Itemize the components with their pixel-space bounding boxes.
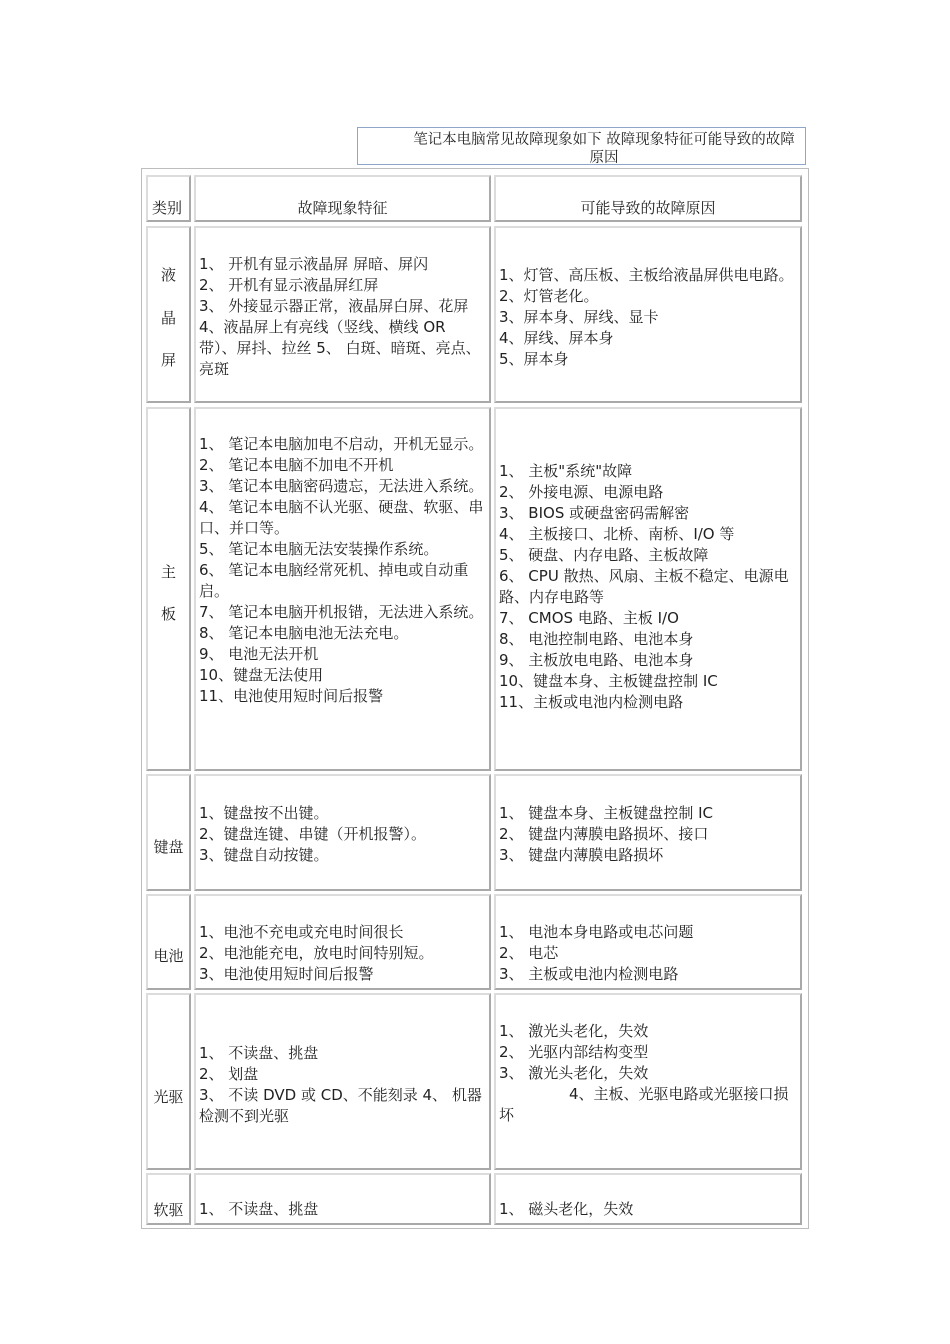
symptom-item: 3、键盘自动按键。	[199, 846, 329, 864]
cause-item: 4、屏线、屏本身	[499, 329, 614, 347]
cause-item: 1、 激光头老化，失效	[499, 1022, 649, 1040]
cause-list	[499, 461, 797, 713]
symptom-list	[199, 922, 486, 985]
title-box	[357, 127, 806, 165]
cause-item: 4、 主板接口、北桥、南桥、I/O 等	[499, 525, 735, 543]
category-label: 电池	[153, 947, 184, 965]
symptom-list	[199, 1199, 486, 1220]
cause-list	[499, 922, 797, 985]
symptom-item: 4、 笔记本电脑不认光驱、硬盘、软驱、串口、并口等。	[199, 498, 484, 537]
cause-item: 7、 CMOS 电路、主板 I/O	[499, 609, 679, 627]
symptom-item: 9、 电池无法开机	[199, 645, 319, 663]
cause-list	[499, 265, 797, 370]
symptom-cell-mainboard	[194, 407, 491, 771]
symptom-item: 11、电池使用短时间后报警	[199, 687, 384, 705]
symptom-item: 1、键盘按不出键。	[199, 804, 329, 822]
category-cell-lcd	[146, 226, 191, 403]
symptom-list	[199, 434, 486, 707]
cause-cell-battery	[494, 894, 802, 990]
cause-cell-floppy-drive	[494, 1173, 802, 1225]
category-char: 主	[160, 563, 176, 581]
symptom-item: 3、 外接显示器正常，液晶屏白屏、花屏	[199, 297, 469, 315]
symptom-item: 6、 笔记本电脑经常死机、掉电或自动重启。	[199, 561, 469, 600]
cause-item: 1、 电池本身电路或电芯问题	[499, 923, 694, 941]
cause-item: 3、屏本身、屏线、显卡	[499, 308, 659, 326]
cause-list	[499, 1021, 797, 1126]
cause-item: 3、 键盘内薄膜电路损坏	[499, 846, 664, 864]
cause-item: 3、 激光头老化，失效	[499, 1064, 649, 1082]
symptom-item: 10、键盘无法使用	[199, 666, 324, 684]
cause-item: 11、主板或电池内检测电路	[499, 693, 684, 711]
symptom-item: 2、 划盘	[199, 1065, 259, 1083]
category-char: 板	[160, 605, 176, 623]
category-cell-keyboard	[146, 774, 191, 891]
category-cell-mainboard	[146, 407, 191, 771]
symptom-item: 7、 笔记本电脑开机报错，无法进入系统。	[199, 603, 484, 621]
cause-item: 1、 主板"系统"故障	[499, 462, 633, 480]
header-cause: 可能导致的故障原因	[580, 199, 716, 217]
header-symptom-cell	[194, 175, 491, 222]
symptom-item: 1、 不读盘、挑盘	[199, 1044, 319, 1062]
category-cell-battery	[146, 894, 191, 990]
cause-item: 6、 CPU 散热、风扇、主板不稳定、电源电路、内存电路等	[499, 567, 789, 606]
symptom-item: 3、 笔记本电脑密码遗忘，无法进入系统。	[199, 477, 484, 495]
header-cause-cell	[494, 175, 802, 222]
cause-item: 3、 BIOS 或硬盘密码需解密	[499, 504, 690, 522]
category-char: 液	[160, 266, 176, 284]
symptom-item: 5、 笔记本电脑无法安装操作系统。	[199, 540, 439, 558]
symptom-item: 2、电池能充电，放电时间特别短。	[199, 944, 434, 962]
cause-cell-lcd	[494, 226, 802, 403]
cause-item: 2、灯管老化。	[499, 287, 599, 305]
cause-cell-keyboard	[494, 774, 802, 891]
symptom-item: 8、 笔记本电脑电池无法充电。	[199, 624, 409, 642]
cause-item: 9、 主板放电电路、电池本身	[499, 651, 694, 669]
symptom-item: 4、液晶屏上有亮线（竖线、横线 OR 带）、屏抖、拉丝 5、 白斑、暗斑、亮点、亮斑	[199, 318, 481, 378]
cause-item: 8、 电池控制电路、电池本身	[499, 630, 694, 648]
symptom-cell-keyboard	[194, 774, 491, 891]
symptom-cell-battery	[194, 894, 491, 990]
page-title: 笔记本电脑常见故障现象如下 故障现象特征可能导致的故障原因	[413, 132, 795, 166]
cause-item: 10、键盘本身、主板键盘控制 IC	[499, 672, 718, 690]
category-label: 光驱	[153, 1088, 184, 1106]
category-label: 软驱	[153, 1201, 184, 1219]
cause-list	[499, 803, 797, 866]
symptom-item: 1、 不读盘、挑盘	[199, 1200, 319, 1218]
symptom-cell-optical-drive	[194, 993, 491, 1170]
header-category: 类别	[152, 199, 183, 217]
cause-item: 3、 主板或电池内检测电路	[499, 965, 679, 983]
symptom-cell-floppy-drive	[194, 1173, 491, 1225]
cause-item: 2、 键盘内薄膜电路损坏、接口	[499, 825, 709, 843]
symptom-item: 3、电池使用短时间后报警	[199, 965, 374, 983]
category-cell-optical-drive	[146, 993, 191, 1170]
cause-item: 1、灯管、高压板、主板给液晶屏供电电路。	[499, 266, 794, 284]
category-char: 晶	[160, 309, 176, 327]
cause-cell-optical-drive	[494, 993, 802, 1170]
symptom-item: 3、 不读 DVD 或 CD、不能刻录 4、 机器检测不到光驱	[199, 1086, 482, 1125]
symptom-list	[199, 803, 486, 866]
cause-cell-mainboard	[494, 407, 802, 771]
category-label: 键盘	[153, 838, 184, 856]
symptom-item: 1、 笔记本电脑加电不启动，开机无显示。	[199, 435, 484, 453]
cause-item: 4、主板、光驱电路或光驱接口损坏	[499, 1085, 789, 1124]
symptom-item: 2、 开机有显示液晶屏红屏	[199, 276, 379, 294]
symptom-list	[199, 1043, 486, 1127]
cause-item: 2、 电芯	[499, 944, 559, 962]
cause-item: 5、屏本身	[499, 350, 569, 368]
symptom-list	[199, 254, 486, 380]
cause-list	[499, 1199, 797, 1220]
header-category-cell	[146, 175, 191, 222]
symptom-item: 2、 笔记本电脑不加电不开机	[199, 456, 394, 474]
cause-item: 1、 磁头老化，失效	[499, 1200, 634, 1218]
cause-item: 5、 硬盘、内存电路、主板故障	[499, 546, 709, 564]
symptom-cell-lcd	[194, 226, 491, 403]
category-cell-floppy-drive	[146, 1173, 191, 1225]
cause-item: 2、 外接电源、电源电路	[499, 483, 664, 501]
cause-item: 1、 键盘本身、主板键盘控制 IC	[499, 804, 713, 822]
symptom-item: 1、电池不充电或充电时间很长	[199, 923, 404, 941]
category-char: 屏	[160, 351, 176, 369]
symptom-item: 1、 开机有显示液晶屏 屏暗、屏闪	[199, 255, 429, 273]
cause-item: 2、 光驱内部结构变型	[499, 1043, 649, 1061]
header-symptom: 故障现象特征	[297, 199, 388, 217]
symptom-item: 2、键盘连键、串键（开机报警）。	[199, 825, 427, 843]
